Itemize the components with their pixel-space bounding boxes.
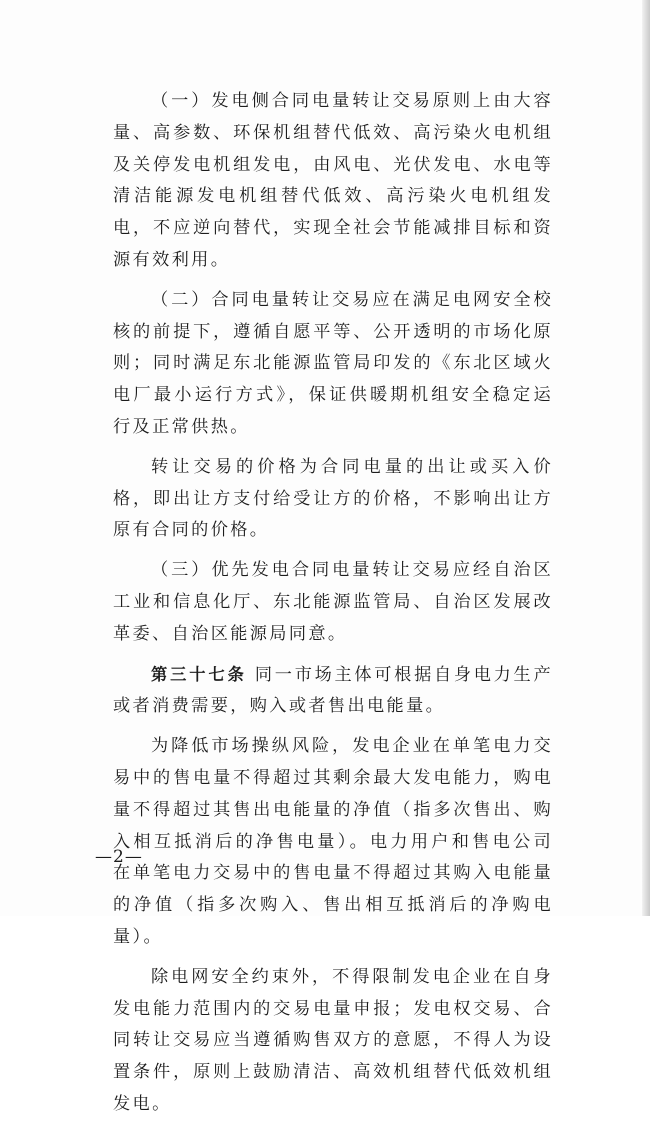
paragraph-6: 除电网安全约束外，不得限制发电企业在自身发电能力范围内的交易电量申报；发电权交易、合同转让交易应当遵循购售双方的意愿，不得人为设置条件，原则上鼓励清洁、高效机组替代低效机组发电。 (113, 966, 553, 1114)
page-edge-shadow (642, 0, 650, 916)
paragraph-4: （三）优先发电合同电量转让交易应经自治区工业和信息化厅、东北能源监管局、自治区发展改革委、自治区能源局同意。 (113, 560, 553, 644)
paragraph-1: （一）发电侧合同电量转让交易原则上由大容量、高参数、环保机组替代低效、高污染火电机组及关停发电机组发电，由风电、光伏发电、水电等清洁能源发电机组替代低效、高污染火电机组发电，不应逆向替代，实现全社会节能减排目标和资源有效利用。 (113, 91, 553, 270)
paragraph-2: （二）合同电量转让交易应在满足电网安全校核的前提下，遵循自愿平等、公开透明的市场化原则；同时满足东北能源监管局印发的《东北区域火电厂最小运行方式》，保证供暖期机组安全稳定运行及正常供热。 (113, 289, 553, 437)
article-text: 同一市场主体可根据自身电力生产或者消费需要，购入或者售出电能量。 (113, 664, 553, 717)
paragraph-3: 转让交易的价格为合同电量的出让或买入价格，即出让方支付给受让方的价格，不影响出让方原有合同的价格。 (113, 456, 553, 541)
article-37 (113, 659, 553, 724)
page-number: —2— (95, 847, 143, 867)
document-body (113, 86, 553, 1129)
article-heading: 第三十七条 (151, 664, 247, 684)
paragraph-5: 为降低市场操纵风险，发电企业在单笔电力交易中的售电量不得超过其剩余最大发电能力，购电量不得超过其售出电能量的净值（指多次售出、购入相互抵消后的净售电量）。电力用户和售电公司在单笔电力交易中的售电量不得超过其购入电能量的净值（指多次购入、售出相互抵消后的净购电量）。 (113, 736, 553, 947)
